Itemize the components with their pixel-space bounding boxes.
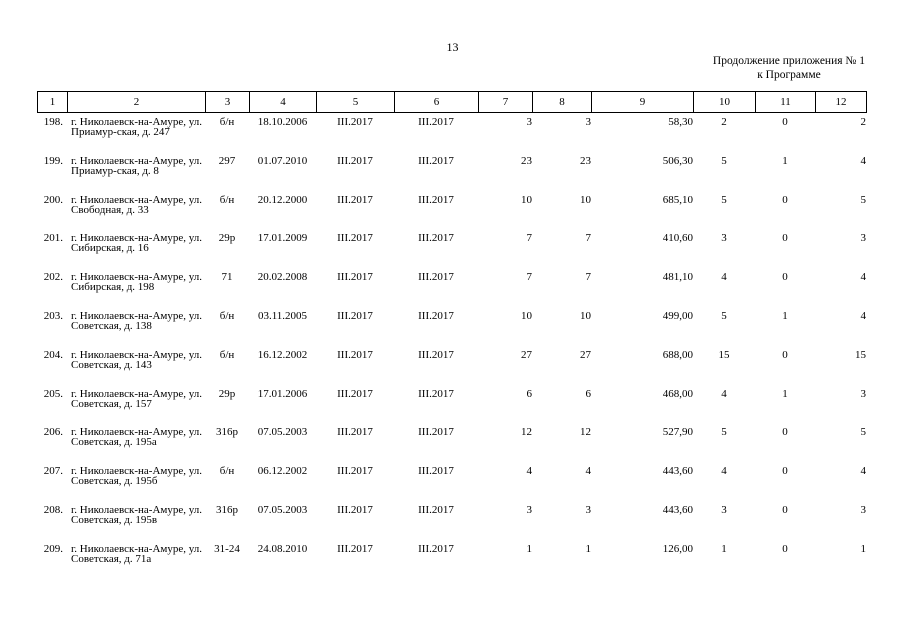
column-header: 7 — [479, 92, 533, 113]
table-cell-c4: 07.05.2003 — [257, 426, 308, 439]
table-row — [37, 427, 866, 466]
table-cell-c7: 4 — [526, 465, 532, 478]
table-cell-c6: III.2017 — [418, 232, 454, 245]
table-cell-c8: 3 — [585, 116, 591, 128]
table-cell-c9: 443,60 — [662, 503, 693, 516]
table-cell-c9: 499,00 — [662, 309, 693, 322]
table-row — [37, 350, 866, 389]
table-cell-c9: 443,60 — [662, 465, 693, 478]
table-cell-c7: 23 — [521, 154, 532, 167]
table-cell-c11: 0 — [782, 426, 788, 439]
table-cell-c10: 4 — [721, 387, 727, 400]
table-cell-c6: III.2017 — [418, 465, 454, 478]
table-cell-c4: 17.01.2009 — [257, 232, 308, 245]
table-cell-c12: 4 — [860, 271, 866, 284]
column-header: 6 — [395, 92, 479, 113]
table-cell-c6: III.2017 — [418, 154, 454, 167]
table-cell-c3: 29р — [218, 387, 236, 400]
table-cell-c7: 27 — [521, 348, 532, 361]
table-cell-addr: г. Николаевск-на-Амуре, ул. Сибирская, д. 198 — [71, 271, 202, 294]
data-table — [37, 117, 866, 583]
table-cell-num: 203. — [43, 309, 63, 322]
table-cell-c8: 10 — [580, 193, 591, 206]
table-cell-c5: III.2017 — [337, 309, 373, 322]
table-cell-num: 206. — [43, 426, 63, 439]
table-cell-addr: г. Николаевск-на-Амуре, ул. Советская, д. 143 — [71, 348, 202, 371]
table-row — [37, 156, 866, 195]
table-cell-num: 208. — [43, 503, 63, 516]
table-cell-c8: 1 — [585, 542, 591, 555]
table-cell-c4: 20.12.2000 — [257, 193, 308, 206]
table-cell-c8: 3 — [585, 503, 591, 516]
table-cell-c3: б/н — [219, 116, 235, 128]
table-cell-c9: 126,00 — [662, 542, 693, 555]
table-cell-c10: 15 — [718, 348, 730, 361]
table-cell-c6: III.2017 — [418, 387, 454, 400]
table-cell-c5: III.2017 — [337, 348, 373, 361]
table-cell-c10: 5 — [721, 193, 727, 206]
table-cell-addr: г. Николаевск-на-Амуре, ул. Свободная, д. 33 — [71, 193, 202, 216]
table-cell-num: 202. — [43, 271, 63, 284]
table-cell-addr: г. Николаевск-на-Амуре, ул. Советская, д. 71а — [71, 542, 202, 565]
table-cell-addr: г. Николаевск-на-Амуре, ул. Советская, д. 195а — [71, 426, 202, 449]
table-cell-addr: г. Николаевск-на-Амуре, ул. Советская, д. 195б — [71, 465, 202, 488]
table-cell-c7: 3 — [526, 503, 532, 516]
table-cell-c11: 0 — [782, 465, 788, 478]
table-cell-addr: г. Николаевск-на-Амуре, ул. Советская, д. 195в — [71, 503, 202, 526]
column-header: 3 — [206, 92, 250, 113]
table-cell-c5: III.2017 — [337, 154, 373, 167]
table-cell-c10: 3 — [721, 232, 727, 245]
table-cell-c8: 7 — [585, 271, 591, 284]
table-cell-c5: III.2017 — [337, 503, 373, 516]
table-cell-c3: б/н — [219, 348, 235, 361]
table-cell-addr: г. Николаевск-на-Амуре, ул. Советская, д. 157 — [71, 387, 202, 410]
table-cell-c11: 0 — [782, 503, 788, 516]
table-cell-c9: 527,90 — [662, 426, 693, 439]
table-cell-c5: III.2017 — [337, 193, 373, 206]
table-cell-c7: 3 — [526, 116, 532, 128]
table-cell-c12: 3 — [860, 503, 866, 516]
table-cell-c6: III.2017 — [418, 426, 454, 439]
table-row — [37, 233, 866, 272]
table-cell-c11: 0 — [782, 271, 788, 284]
table-cell-c4: 17.01.2006 — [257, 387, 308, 400]
table-cell-c3: б/н — [219, 465, 235, 478]
table-cell-c11: 0 — [782, 542, 788, 555]
table-cell-num: 198. — [43, 116, 63, 128]
table-cell-c8: 4 — [585, 465, 591, 478]
table-cell-c6: III.2017 — [418, 542, 454, 555]
table-cell-c3: 71 — [221, 271, 233, 284]
table-cell-c11: 1 — [782, 154, 788, 167]
table-cell-c10: 4 — [721, 465, 727, 478]
table-cell-c6: III.2017 — [418, 116, 454, 128]
table-cell-c4: 24.08.2010 — [257, 542, 308, 555]
table-cell-c9: 468,00 — [662, 387, 693, 400]
table-cell-c7: 10 — [521, 309, 532, 322]
table-cell-c10: 2 — [721, 116, 727, 128]
table-cell-c5: III.2017 — [337, 542, 373, 555]
column-header: 11 — [756, 92, 816, 113]
table-cell-c11: 0 — [782, 116, 788, 128]
table-cell-c11: 0 — [782, 193, 788, 206]
table-row — [37, 195, 866, 234]
table-cell-c6: III.2017 — [418, 309, 454, 322]
table-cell-c11: 0 — [782, 348, 788, 361]
table-cell-c10: 5 — [721, 426, 727, 439]
table-cell-c11: 1 — [782, 387, 788, 400]
table-cell-c6: III.2017 — [418, 193, 454, 206]
column-header: 9 — [592, 92, 694, 113]
appendix-line-2: к Программе — [757, 69, 821, 81]
page-number: 13 — [446, 40, 459, 54]
table-cell-c8: 23 — [580, 154, 591, 167]
table-cell-c7: 7 — [526, 271, 532, 284]
table-cell-c3: 297 — [218, 154, 236, 167]
table-cell-c3: 316р — [216, 426, 238, 439]
table-cell-c4: 06.12.2002 — [257, 465, 308, 478]
column-header: 1 — [38, 92, 68, 113]
table-cell-c6: III.2017 — [418, 348, 454, 361]
table-cell-c5: III.2017 — [337, 271, 373, 284]
table-cell-c12: 4 — [860, 309, 866, 322]
table-cell-c3: 31-24 — [214, 542, 240, 555]
table-cell-c7: 6 — [526, 387, 532, 400]
table-cell-c5: III.2017 — [337, 116, 373, 128]
table-cell-c10: 1 — [721, 542, 727, 555]
table-cell-c8: 6 — [585, 387, 591, 400]
table-cell-c9: 688,00 — [662, 348, 693, 361]
table-cell-num: 199. — [43, 154, 63, 167]
table-cell-c3: 316р — [216, 503, 238, 516]
table-cell-c5: III.2017 — [337, 387, 373, 400]
appendix-line-1: Продолжение приложения № 1 — [712, 55, 865, 67]
table-cell-c11: 0 — [782, 232, 788, 245]
table-cell-c9: 685,10 — [662, 193, 693, 206]
table-cell-c12: 4 — [860, 154, 866, 167]
table-cell-c4: 20.02.2008 — [257, 271, 308, 284]
table-cell-c4: 07.05.2003 — [257, 503, 308, 516]
table-cell-c7: 12 — [521, 426, 532, 439]
table-cell-addr: г. Николаевск-на-Амуре, ул. Сибирская, д. 16 — [71, 232, 202, 255]
table-cell-c8: 12 — [580, 426, 591, 439]
column-header-table — [37, 91, 867, 113]
table-cell-c12: 5 — [860, 426, 866, 439]
appendix-caption — [713, 54, 865, 82]
table-cell-c4: 01.07.2010 — [257, 154, 308, 167]
table-cell-c6: III.2017 — [418, 271, 454, 284]
table-cell-c4: 16.12.2002 — [257, 348, 308, 361]
table-cell-c12: 4 — [860, 465, 866, 478]
table-row — [37, 117, 866, 156]
table-cell-num: 204. — [43, 348, 63, 361]
table-row — [37, 505, 866, 544]
table-cell-c12: 2 — [860, 116, 866, 128]
table-cell-c10: 4 — [721, 271, 727, 284]
table-cell-c3: 29р — [218, 232, 236, 245]
table-cell-c5: III.2017 — [337, 465, 373, 478]
table-cell-addr: г. Николаевск-на-Амуре, ул. Советская, д. 138 — [71, 309, 202, 332]
column-header: 10 — [694, 92, 756, 113]
table-cell-c9: 481,10 — [662, 271, 693, 284]
table-cell-addr: г. Николаевск-на-Амуре, ул. Приамур-ская, д. 8 — [71, 154, 202, 177]
table-cell-c4: 18.10.2006 — [257, 116, 308, 128]
table-cell-c5: III.2017 — [337, 426, 373, 439]
column-header: 8 — [533, 92, 592, 113]
column-header: 5 — [317, 92, 395, 113]
table-cell-c12: 3 — [860, 387, 866, 400]
table-cell-c10: 5 — [721, 309, 727, 322]
column-header-row — [38, 92, 867, 113]
table-cell-c12: 15 — [855, 348, 866, 361]
table-cell-c12: 5 — [860, 193, 866, 206]
table-cell-c7: 7 — [526, 232, 532, 245]
table-cell-c5: III.2017 — [337, 232, 373, 245]
table-row — [37, 311, 866, 350]
table-cell-c3: б/н — [219, 193, 235, 206]
table-row — [37, 272, 866, 311]
table-cell-addr: г. Николаевск-на-Амуре, ул. Приамур-ская, д. 247 — [71, 116, 202, 138]
table-cell-c9: 410,60 — [662, 232, 693, 245]
table-cell-c4: 03.11.2005 — [257, 309, 308, 322]
table-cell-c7: 1 — [526, 542, 532, 555]
table-cell-c8: 27 — [580, 348, 591, 361]
column-header: 12 — [816, 92, 867, 113]
table-row — [37, 544, 866, 583]
table-cell-num: 205. — [43, 387, 63, 400]
table-cell-c9: 506,30 — [662, 154, 693, 167]
table-row — [37, 389, 866, 428]
table-cell-c10: 5 — [721, 154, 727, 167]
table-cell-c10: 3 — [721, 503, 727, 516]
table-cell-num: 209. — [43, 542, 63, 555]
column-header: 2 — [68, 92, 206, 113]
table-cell-num: 207. — [43, 465, 63, 478]
table-cell-c8: 7 — [585, 232, 591, 245]
table-cell-c9: 58,30 — [668, 116, 693, 128]
table-cell-c7: 10 — [521, 193, 532, 206]
table-cell-c11: 1 — [782, 309, 788, 322]
table-cell-num: 201. — [43, 232, 63, 245]
table-row — [37, 466, 866, 505]
table-cell-num: 200. — [43, 193, 63, 206]
table-cell-c12: 1 — [860, 542, 866, 555]
table-cell-c8: 10 — [580, 309, 591, 322]
column-header: 4 — [250, 92, 317, 113]
table-cell-c6: III.2017 — [418, 503, 454, 516]
table-cell-c3: б/н — [219, 309, 235, 322]
table-cell-c12: 3 — [860, 232, 866, 245]
